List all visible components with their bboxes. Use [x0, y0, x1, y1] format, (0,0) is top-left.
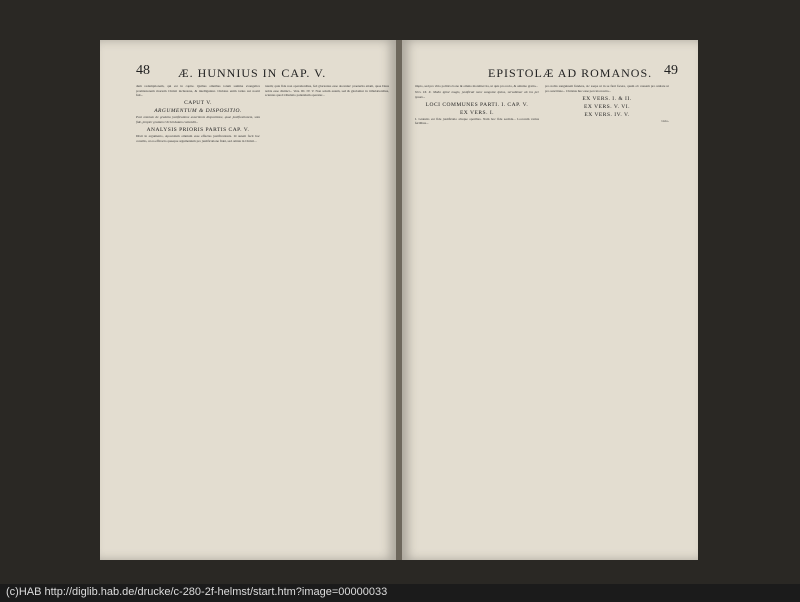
right-page-number: 49 — [664, 63, 678, 78]
left-col2-body: tutem; quia fide non operationibus, fed gloriosius esse docentur: praeterita etiam, quae Deus nobis esse distinct... Vers. III. IV. V. Non solum autem, sed & gloriamur in tribulationibus, scientes quod tribulatio patientiam operatur... — [265, 84, 389, 98]
footer-bar — [0, 584, 800, 602]
right-verse-text: Vers. IX. X. Multo igitur magis, justificati nunc sanguine ipsius, servabimur ab ira per ipsum... — [415, 90, 539, 99]
argumentum-text: Post omnium de gratuita justificatione assertionis dispositione, quae justificationem, sola fide, propter gratiam Christi datam contendit... — [136, 115, 260, 124]
right-column-2 — [545, 84, 669, 550]
ex-vers-heading-3: EX VERS. V. VI. — [584, 103, 630, 110]
right-col1-body: impio, sed pro vitio politico bono & omnio moraliter ita, ut quis pro recto, & omnino gratia... — [415, 84, 538, 88]
loci-heading: LOCI COMMUNES PARTI. I. CAP. V. — [425, 101, 529, 108]
analysis-body: Dixit in argumento, Apostolum omnium esse effectus justificationis. Id autem facit hoc consilio, ut ea efficacia quaeque argumentum pro justificatione fidei, sed omnia in Christi... — [136, 133, 260, 143]
right-running-head: EPISTOLÆ AD ROMANOS. — [488, 66, 653, 80]
intro-text: dum redemptionem, qui est in capite. Quibus omnibus totum summa evangelica promissionem mortem Christi inclusione, & intelliguntur. Christus enim totius sui nostri fuit... — [136, 84, 260, 98]
copyright-credit: (c)HAB http://diglib.hab.de/drucke/c-280-2f-helmst/start.htm?image=00000033 — [6, 586, 388, 598]
argumentum-heading: ARGUMENTUM & DISPOSITIO. — [154, 108, 242, 115]
caput-heading: CAPUT V. — [184, 100, 212, 107]
analysis-heading: ANALYSIS PRIORIS PARTIS CAP. V. — [146, 126, 250, 133]
right-col1-body2: I. Gratuito est fide justificatio absque operibus. Nam hoc fide seolide... Locorum verius ferilibus... — [415, 116, 539, 126]
left-column-2 — [265, 84, 389, 550]
catchword: victo- — [661, 118, 669, 123]
ex-vers-heading-2: EX VERS. I. & II. — [582, 95, 632, 102]
right-col2-body: pro nobis sanguinem fundere, sic saepe ut in se fieri facere, quam ob causam pro unitate ut pro sanctitate... Christus huc esse peccata nostra... — [545, 84, 669, 93]
ex-vers-heading-4: EX VERS. IV. V. — [584, 111, 630, 118]
right-column-1 — [415, 84, 539, 550]
left-column-1 — [136, 84, 260, 550]
left-running-head: Æ. HUNNIUS IN CAP. V. — [178, 66, 327, 80]
ex-vers-heading: EX VERS. I. — [459, 109, 495, 116]
left-page-number: 48 — [136, 63, 150, 78]
